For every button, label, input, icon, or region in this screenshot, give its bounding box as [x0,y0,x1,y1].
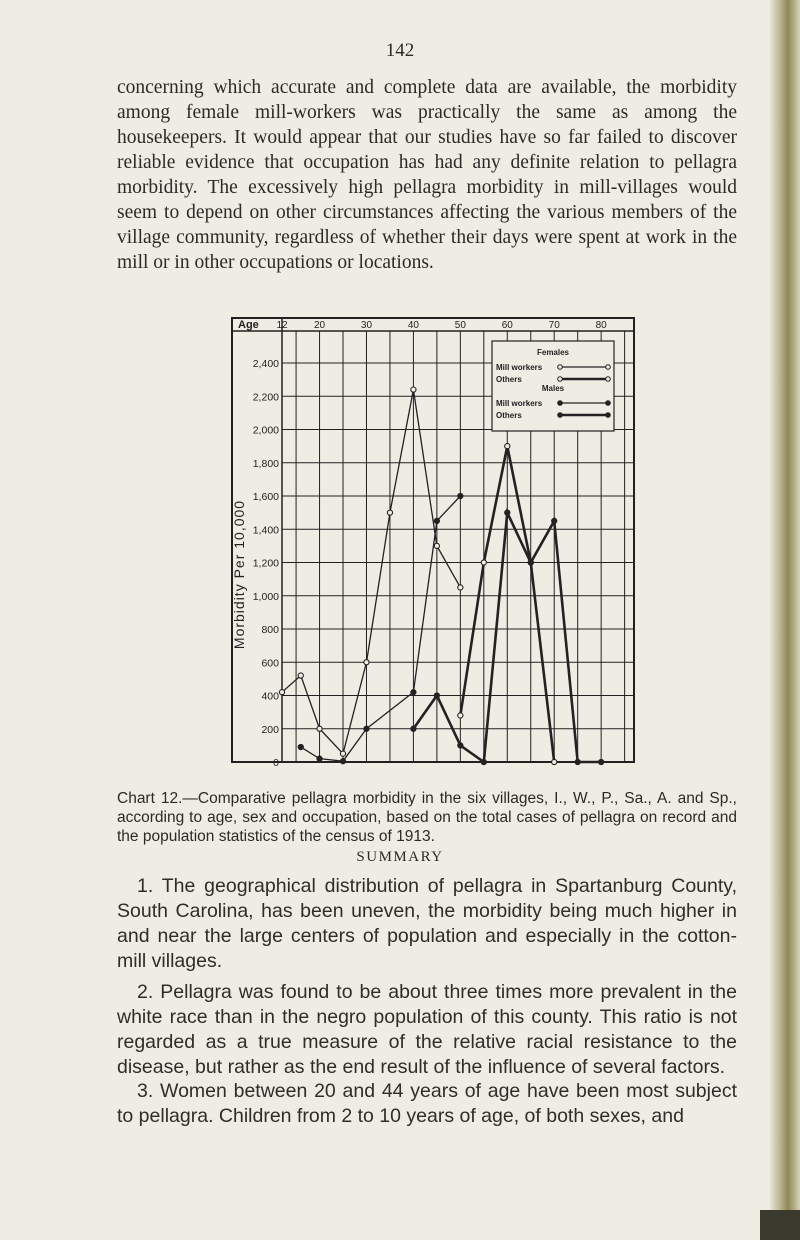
summary-heading: SUMMARY [356,849,444,865]
page-number: 142 [385,40,415,61]
chart-legend [492,341,614,431]
x-tick-label: 30 [360,320,373,331]
y-tick-label: 2,000 [252,424,279,437]
summary-item-1: 1. The geographical distribution of pellagra in Spartanburg County, South Carolina, has been uneven, the morbidity being much higher in and near the large centers of population and especially in the cotton-mill villages. [117,875,737,972]
series-point-4 [411,726,416,731]
x-tick-label: 50 [454,320,466,331]
y-tick-label: 400 [261,690,279,703]
y-tick-label: 1,200 [252,557,279,570]
series-point-2 [458,713,463,718]
morbidity-chart [230,313,640,778]
chart-caption: Chart 12.—Comparative pellagra morbidity in the six villages, I., W., P., Sa., A. and Sp., according to age, sex and occupation, based on the total cases of pellagra on record and the population statistics of the census of 1913. [117,790,737,845]
legend-swatch-marker [606,401,611,406]
series-point-3 [458,493,463,498]
series-point-4 [481,759,486,764]
legend-entry-4: Others [496,411,522,420]
series-point-1 [340,751,345,756]
series-point-4 [575,759,580,764]
y-axis-label: Morbidity Per 10,000 [231,499,247,650]
summary-item-3: 3. Women between 20 and 44 years of age have been most subject to pellagra. Children from 2 to 10 years of age, of both sexes, and [117,1080,737,1127]
x-tick-label: 60 [501,320,513,331]
series-point-1 [317,726,322,731]
series-point-4 [599,759,604,764]
legend-group-males: Males [541,384,565,393]
series-point-4 [434,693,439,698]
series-point-1 [387,510,392,515]
legend-swatch-marker [558,377,563,382]
series-point-1 [298,673,303,678]
y-tick-label: 1,400 [252,524,279,537]
legend-group-females: Females [536,348,570,357]
series-point-1 [364,660,369,665]
x-axis-label: Age [238,319,259,331]
legend-swatch-marker [606,365,611,370]
summary-item-2: 2. Pellagra was found to be about three times more prevalent in the white race than in the negro population of this county. This ratio is not regarded as a true measure of the relative racial resistance to the disease, but rather as the end result of the influence of several factors. [117,981,737,1078]
book-corner [760,1210,800,1240]
y-tick-label: 1,800 [252,457,279,470]
legend-entry-1: Mill workers [496,363,543,372]
x-tick-label: 12 [276,320,288,331]
series-point-1 [411,387,416,392]
x-tick-label: 70 [548,320,560,331]
legend-swatch-marker [558,413,563,418]
y-tick-label: 2,200 [252,391,279,404]
legend-swatch-marker [606,413,611,418]
y-tick-label: 0 [273,757,279,769]
series-point-3 [364,726,369,731]
series-point-4 [552,518,557,523]
x-tick-label: 80 [595,320,607,331]
y-tick-label: 800 [261,624,279,636]
series-point-3 [434,518,439,523]
y-tick-label: 2,400 [252,358,279,370]
series-point-3 [317,756,322,761]
series-point-2 [552,759,557,764]
x-tick-label: 20 [313,320,326,331]
series-point-4 [505,510,510,515]
series-point-4 [458,743,463,748]
series-point-1 [279,690,284,695]
legend-entry-3: Mill workers [496,399,543,408]
intro-paragraph: concerning which accurate and complete data are available, the morbidity among female mill-workers was practically the same as among the housekeepers. It would appear that our studies have so far failed to discover reliable evidence that occupation has had any definite relation to pellagra morbidity. The excessively high pellagra morbidity in mill-villages would seem to depend on other circumstances affecting the various members of the village community, regardless of whether their days were spent at work in the mill or in other occupations or locations. [117,77,737,273]
series-point-2 [505,444,510,449]
series-point-3 [340,759,345,764]
book-edge [770,0,800,1240]
y-tick-label: 1,600 [252,491,279,503]
series-point-1 [434,543,439,548]
y-tick-label: 200 [261,723,279,736]
series-point-2 [481,560,486,565]
series-point-1 [458,585,463,590]
legend-entry-2: Others [496,375,522,384]
legend-swatch-marker [606,377,611,382]
series-point-3 [411,690,416,695]
legend-swatch-marker [558,365,563,370]
y-tick-label: 1,000 [252,590,279,603]
x-tick-label: 40 [407,320,419,331]
y-tick-label: 600 [261,657,279,670]
legend-swatch-marker [558,401,563,406]
chart-series [279,387,603,765]
series-point-4 [528,560,533,565]
series-point-3 [298,744,303,749]
